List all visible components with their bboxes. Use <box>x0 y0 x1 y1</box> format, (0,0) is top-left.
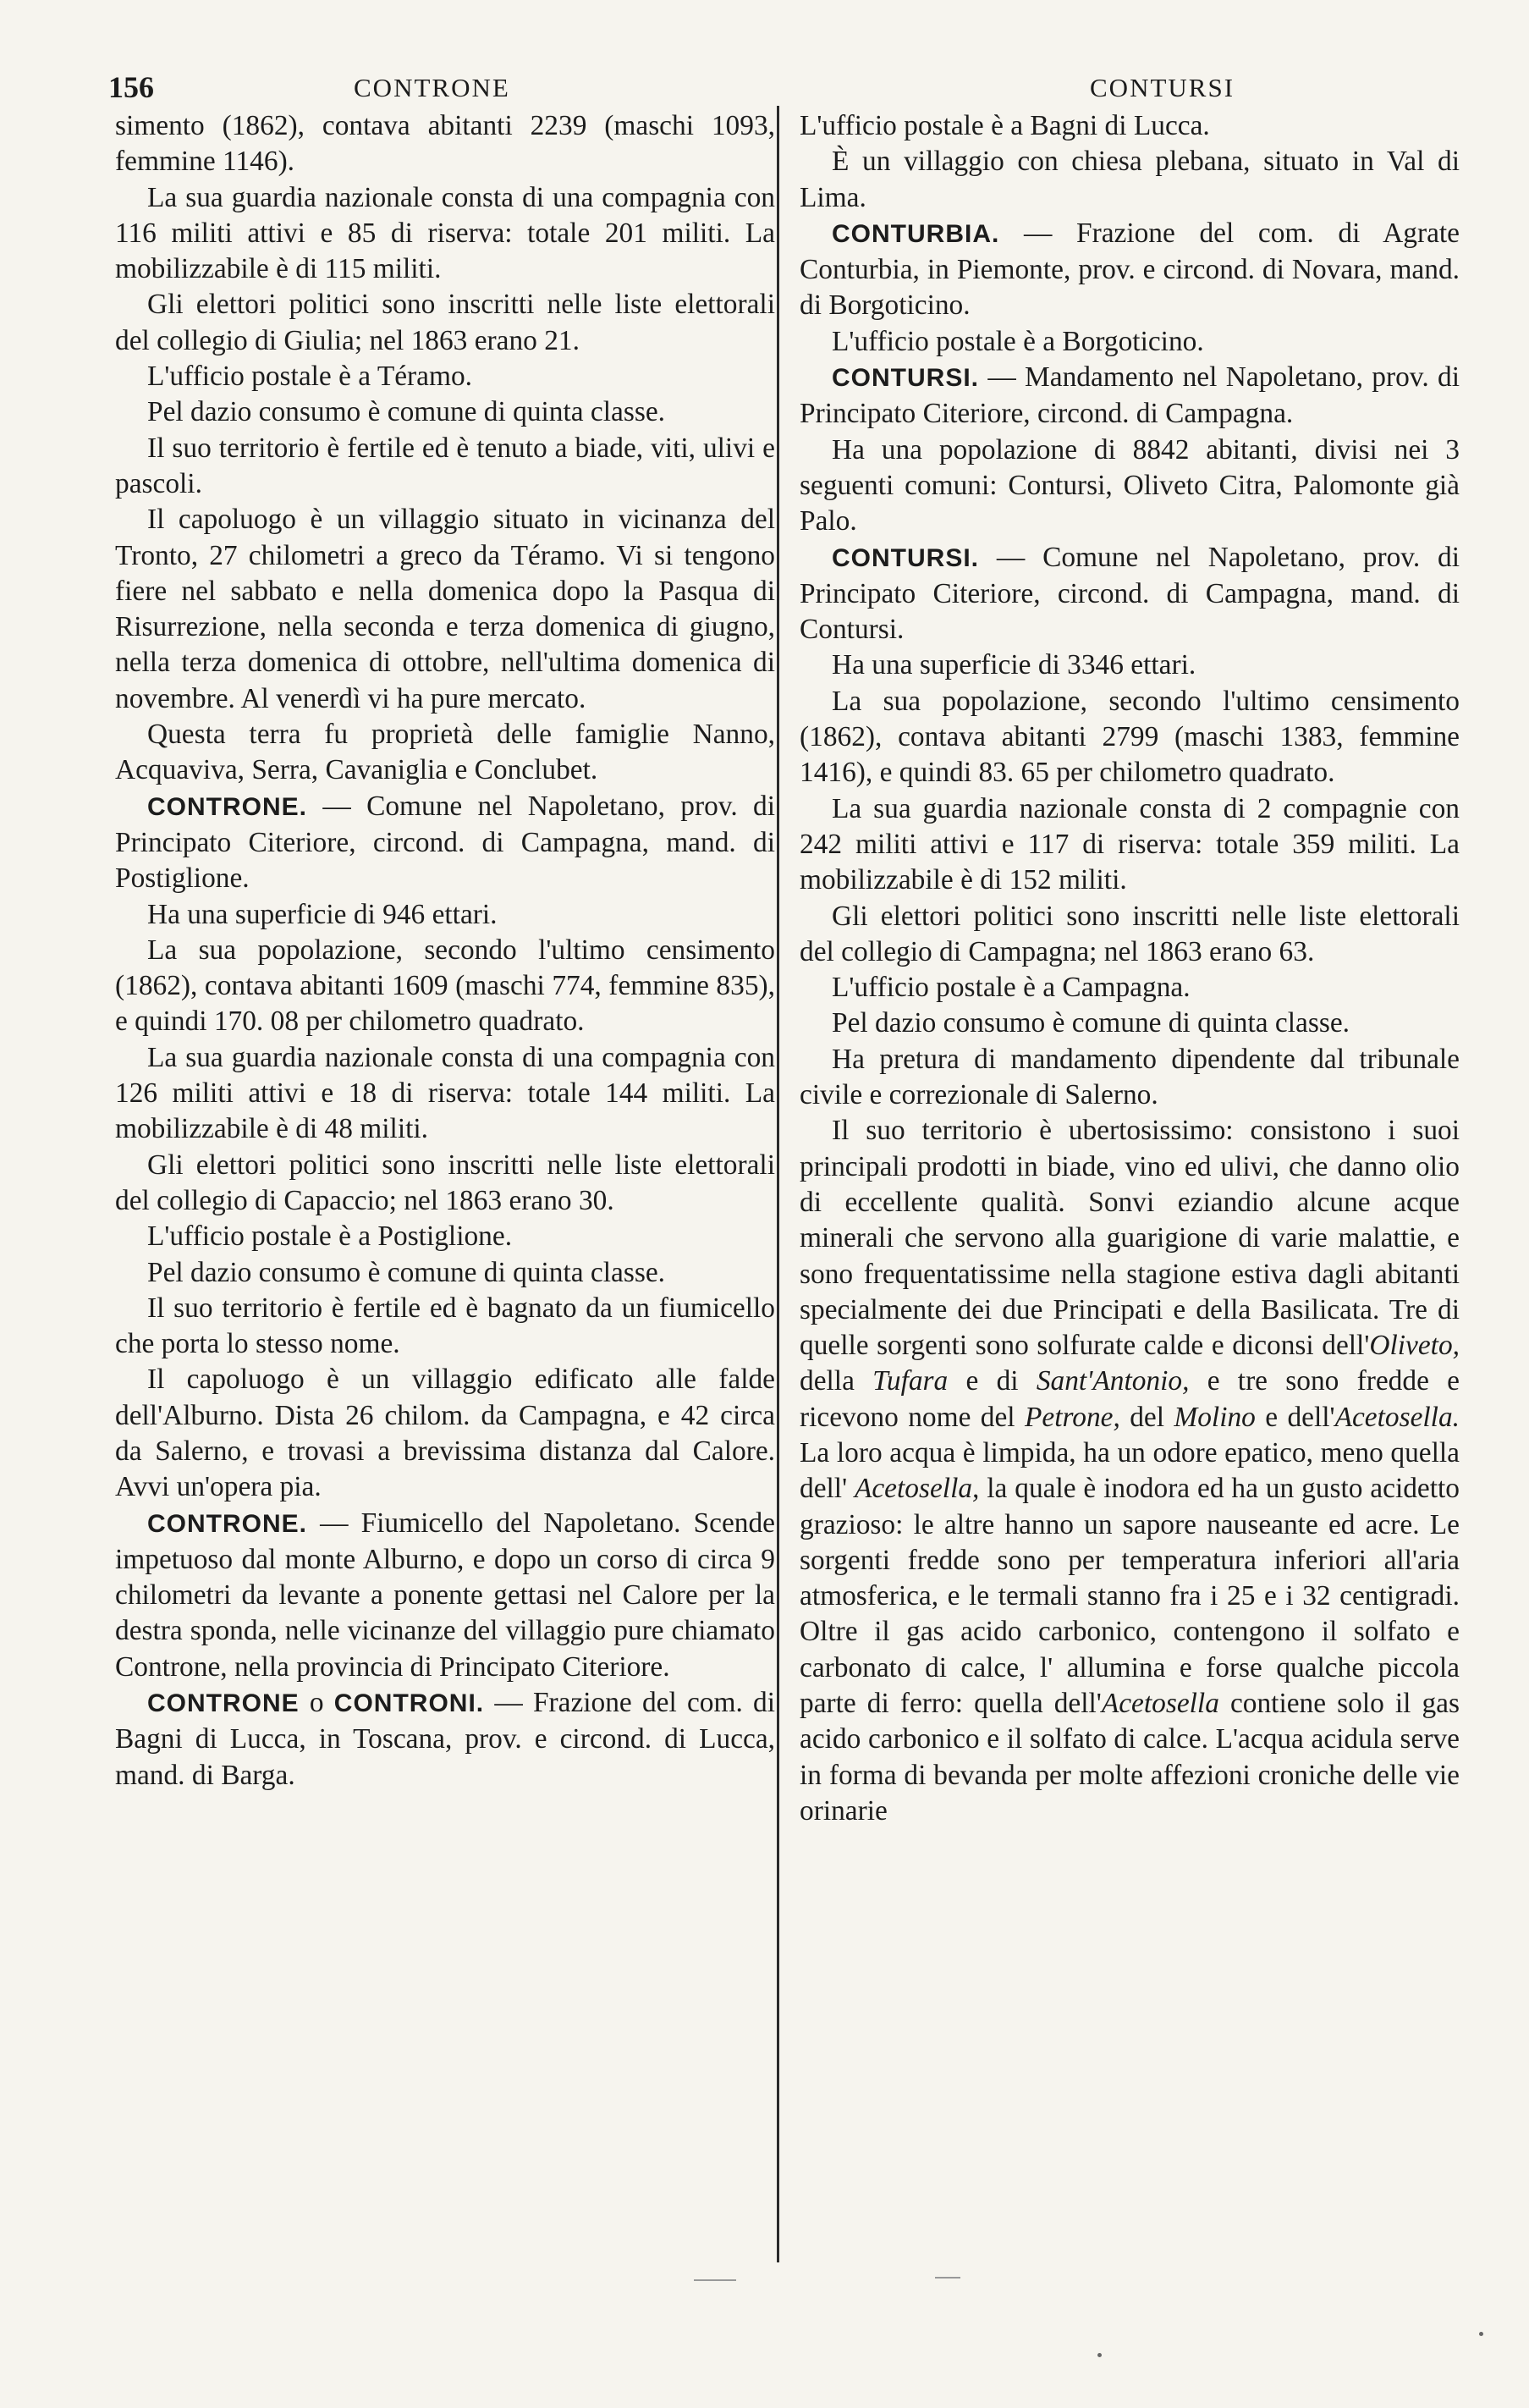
italic-name: Molino <box>1174 1401 1256 1433</box>
body-paragraph: Gli elettori politici sono inscritti nelle liste elettorali del collegio di Capaccio; nel 1863 erano 30. <box>115 1149 775 1216</box>
entry-text: — Comune nel Napoletano, prov. di Principato Citeriore, circond. di Campagna, mand. di Postiglione. <box>115 790 775 895</box>
entry-headword: CONTRONE <box>147 1689 300 1718</box>
right-column <box>800 108 1460 1829</box>
bottom-mark <box>694 2279 736 2281</box>
body-paragraph: Ha una popolazione di 8842 abitanti, divisi nei 3 seguenti comuni: Contursi, Oliveto Citra, Palomonte già Palo. <box>800 433 1460 537</box>
body-paragraph: L'ufficio postale è a Campagna. <box>832 972 1191 1004</box>
left-column <box>115 108 775 1794</box>
body-paragraph: Ha pretura di mandamento dipendente dal tribunale civile e correzionale di Salerno. <box>800 1043 1460 1111</box>
body-paragraph: La sua guardia nazionale consta di 2 compagnie con 242 militi attivi e 117 di riserva: totale 359 militi. La mobilizzabile è di 152 militi. <box>800 792 1460 896</box>
italic-name: Acetosella. <box>1334 1401 1460 1433</box>
entry-paragraph <box>800 540 1460 648</box>
body-paragraph: L'ufficio postale è a Postiglione. <box>147 1221 513 1253</box>
italic-name: Oliveto, <box>1369 1330 1460 1362</box>
paper-speck <box>1479 2332 1483 2336</box>
body-paragraph: Pel dazio consumo è comune di quinta classe. <box>147 1256 666 1288</box>
bottom-mark <box>935 2277 960 2279</box>
entry-text: — Mandamento nel Napoletano, prov. di Principato Citeriore, circond. di Campagna. <box>800 361 1460 430</box>
body-paragraph: È un villaggio con chiesa plebana, situato in Val di Lima. <box>800 146 1460 213</box>
body-paragraph: L'ufficio postale è a Téramo. <box>147 361 472 393</box>
text-run: Il suo territorio è ubertosissimo: consistono i suoi principali prodotti in biade, vino ed ulivi, che danno olio di eccellente qualità. Sonvi eziandio alcune acque minerali che servono alla guarigione di varie malattie, e sono frequentatissime nella stagione estiva dagli abitanti specialmente dei due Principati e della Basilicata. Tre di quelle sorgenti sono solfurate calde e diconsi dell' <box>800 1115 1460 1362</box>
entry-headword: CONTRONE. <box>147 1509 307 1538</box>
body-paragraph: L'ufficio postale è a Bagni di Lucca. <box>800 110 1210 141</box>
entry-paragraph <box>800 216 1460 324</box>
body-paragraph: Pel dazio consumo è comune di quinta classe. <box>832 1007 1350 1039</box>
entry-headword: CONTURSI. <box>832 543 979 572</box>
body-paragraph: Ha una superficie di 946 ettari. <box>147 898 498 930</box>
entry-text: — Comune nel Napoletano, prov. di Principato Citeriore, circond. di Campagna, mand. di Contursi. <box>800 541 1460 646</box>
body-paragraph: La sua guardia nazionale consta di una compagnia con 116 militi attivi e 85 di riserva: totale 201 militi. La mobilizzabile è di 115 militi. <box>115 181 775 285</box>
entry-text: — Fiumicello del Napoletano. Scende impetuoso dal monte Alburno, e dopo un corso di circa 9 chilometri da levante a ponente gettasi nel Calore per la destra sponda, nelle vicinanze del villaggio pure chiamato Controne, nella provincia di Principato Citeriore. <box>115 1507 775 1683</box>
body-paragraph: simento (1862), contava abitanti 2239 (maschi 1093, femmine 1146). <box>115 110 775 178</box>
entry-paragraph <box>800 360 1460 433</box>
text-run: la quale è inodora ed ha un gusto acidetto grazioso: le altre hanno un sapore nauseante ed acre. Le sorgenti fredde sono per temperatura inferiori all'aria atmosferica, e le termali stanno fra i 25 e i 32 centigradi. Oltre il gas acido carbonico, contengono il solfato e carbonato di calce, l' allumina e forse qualche piccola parte di ferro: quella dell' <box>800 1473 1460 1720</box>
body-paragraph: Ha una superficie di 3346 ettari. <box>832 649 1196 681</box>
entry-paragraph <box>115 1506 775 1685</box>
body-paragraph: Gli elettori politici sono inscritti nelle liste elettorali del collegio di Campagna; nel 1863 erano 63. <box>800 900 1460 967</box>
entry-conjunction: o <box>299 1687 334 1719</box>
body-paragraph: Il suo territorio è fertile ed è tenuto a biade, viti, ulivi e pascoli. <box>115 432 775 499</box>
italic-name: Sant'Antonio, <box>1036 1365 1190 1397</box>
entry-text: — Frazione del com. di Bagni di Lucca, in Toscana, prov. e circond. di Lucca, mand. di Barga. <box>115 1687 775 1791</box>
left-running-title: CONTRONE <box>354 73 510 102</box>
body-paragraph: Pel dazio consumo è comune di quinta classe. <box>147 396 666 428</box>
body-paragraph: Il suo territorio è fertile ed è bagnato da un fiumicello che porta lo stesso nome. <box>115 1292 775 1360</box>
body-paragraph: La sua popolazione, secondo l'ultimo censimento (1862), contava abitanti 1609 (maschi 774, femmine 835), e quindi 170. 08 per chilometro quadrato. <box>115 934 775 1038</box>
italic-name: Petrone, <box>1025 1401 1120 1433</box>
italic-name: Acetosella, <box>854 1473 980 1505</box>
entry-paragraph <box>115 1685 775 1794</box>
body-paragraph: Questa terra fu proprietà delle famiglie Nanno, Acquaviva, Serra, Cavaniglia e Conclubet. <box>115 719 775 786</box>
right-running-title: CONTURSI <box>1090 73 1235 102</box>
text-run: del <box>1119 1401 1174 1433</box>
text-run: La loro acqua è limpida, ha un odore epatico, meno quella dell' <box>800 1436 1460 1505</box>
body-paragraph: Il capoluogo è un villaggio edificato alle falde dell'Alburno. Dista 26 chilom. da Campagna, e 42 circa da Salerno, e trovasi a brevissima distanza dal Calore. Avvi un'opera pia. <box>115 1364 775 1503</box>
body-paragraph <box>800 1113 1460 1829</box>
entry-headword: CONTRONI. <box>333 1689 485 1718</box>
column-divider <box>777 106 779 2262</box>
text-run: e dell' <box>1255 1401 1335 1433</box>
text-run: e di <box>948 1365 1037 1397</box>
body-paragraph: La sua popolazione, secondo l'ultimo censimento (1862), contava abitanti 2799 (maschi 1383, femmine 1416), e quindi 83. 65 per chilometro quadrato. <box>800 685 1460 789</box>
italic-name: Acetosella <box>1101 1688 1219 1720</box>
body-paragraph: La sua guardia nazionale consta di una compagnia con 126 militi attivi e 18 di riserva: totale 144 militi. La mobilizzabile è di 48 militi. <box>115 1041 775 1145</box>
text-run: contiene solo il gas acido carbonico e il solfato di calce. L'acqua acidula serve in forma di bevanda per molte affezioni croniche delle vie orinarie <box>800 1688 1460 1827</box>
body-paragraph: Gli elettori politici sono inscritti nelle liste elettorali del collegio di Giulia; nel 1863 erano 21. <box>115 289 775 356</box>
text-run: della <box>800 1365 873 1397</box>
body-paragraph: L'ufficio postale è a Borgoticino. <box>832 325 1204 357</box>
paper-speck <box>1097 2353 1102 2357</box>
entry-text: — Frazione del com. di Agrate Conturbia, in Piemonte, prov. e circond. di Novara, mand. di Borgoticino. <box>800 217 1460 322</box>
entry-headword: CONTURSI. <box>832 364 979 393</box>
text-run: e tre sono fredde e ricevono nome del <box>800 1365 1460 1433</box>
entry-headword: CONTRONE. <box>147 792 307 821</box>
body-paragraph: Il capoluogo è un villaggio situato in vicinanza del Tronto, 27 chilometri a greco da Téramo. Vi si tengono fiere nel sabbato e nella domenica dopo la Pasqua di Risurrezione, nella seconda e terza domenica di giugno, nella terza domenica di ottobre, nell'ultima domenica di novembre. Al venerdì vi ha pure mercato. <box>115 504 775 714</box>
entry-paragraph <box>115 789 775 897</box>
page-number: 156 <box>108 70 154 104</box>
italic-name: Tufara <box>872 1365 949 1397</box>
entry-headword: CONTURBIA. <box>832 219 1000 248</box>
running-head <box>108 69 1461 112</box>
